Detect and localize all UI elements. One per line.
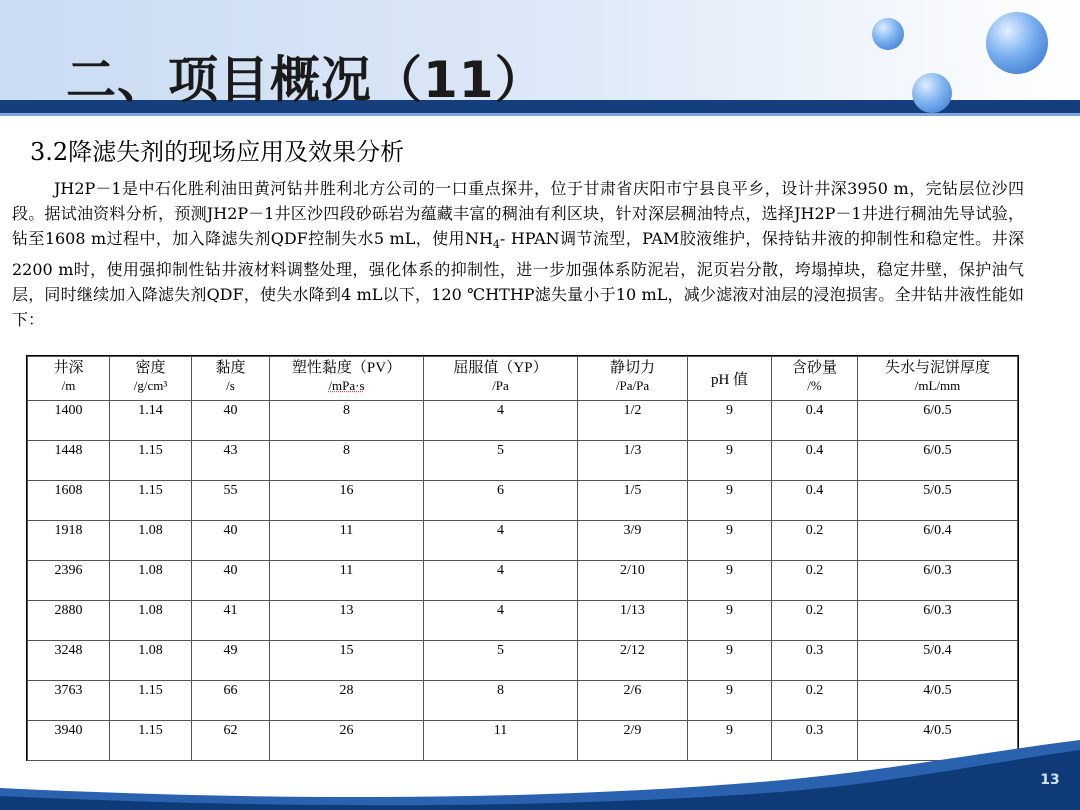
body-paragraph (12, 176, 1024, 332)
table-row (28, 521, 1018, 561)
table-row (28, 561, 1018, 601)
table-cell: 1.08 (110, 641, 192, 681)
table-cell: 2/6 (578, 681, 688, 721)
table-cell: 3/9 (578, 521, 688, 561)
table-row (28, 601, 1018, 641)
decorative-bubble-large (986, 12, 1048, 74)
table-cell: 1.08 (110, 521, 192, 561)
table-cell: 6 (424, 481, 578, 521)
table-row (28, 641, 1018, 681)
table-cell: 40 (192, 521, 270, 561)
table-row (28, 441, 1018, 481)
table-cell: 6/0.3 (858, 561, 1018, 601)
header-cell-gel-strength: 静切力 /Pa/Pa (578, 357, 688, 401)
table-row (28, 681, 1018, 721)
table-cell: 5 (424, 641, 578, 681)
table-cell: 0.3 (772, 641, 858, 681)
table-cell: 2/10 (578, 561, 688, 601)
data-table (27, 356, 1018, 761)
table-cell: 1.14 (110, 401, 192, 441)
table-cell: 1918 (28, 521, 110, 561)
table-cell: 4 (424, 561, 578, 601)
table-cell: 4/0.5 (858, 681, 1018, 721)
header-cell-viscosity: 黏度 /s (192, 357, 270, 401)
table-cell: 0.2 (772, 681, 858, 721)
paragraph-part-2: - HPAN调节流型，PAM胶液维护，保持钻井液的抑制性和稳定性。井深2200 m时，使用强抑制性钻井液材料调整处理，强化体系的抑制性，进一步加强体系防泥岩，泥页岩分散，垮塌掉块，稳定井壁，保护油气层，同时继续加入降滤失剂QDF，使失水降到4 mL以下，120 ℃HTHP滤失量小于10 mL，减少滤液对油层的浸泡损害。全井钻井液性能如下： (12, 229, 1024, 330)
table-cell: 4 (424, 401, 578, 441)
table-cell: 55 (192, 481, 270, 521)
table-cell: 6/0.5 (858, 441, 1018, 481)
table-cell: 40 (192, 561, 270, 601)
table-cell: 5/0.4 (858, 641, 1018, 681)
table-cell: 3940 (28, 721, 110, 761)
table-cell: 9 (688, 521, 772, 561)
table-cell: 1448 (28, 441, 110, 481)
table-cell: 9 (688, 401, 772, 441)
table-cell: 3763 (28, 681, 110, 721)
header-cell-fluid-loss: 失水与泥饼厚度 /mL/mm (858, 357, 1018, 401)
table-cell: 4/0.5 (858, 721, 1018, 761)
table-cell: 9 (688, 441, 772, 481)
table-cell: 40 (192, 401, 270, 441)
table-cell: 9 (688, 681, 772, 721)
table-cell: 1608 (28, 481, 110, 521)
page-title: 二、项目概况（11） (66, 51, 546, 109)
table-cell: 4 (424, 521, 578, 561)
table-cell: 9 (688, 481, 772, 521)
table-cell: 0.4 (772, 441, 858, 481)
header-cell-plastic-viscosity: 塑性黏度（PV） /mPa·s (270, 357, 424, 401)
table-cell: 9 (688, 601, 772, 641)
table-cell: 8 (270, 441, 424, 481)
paragraph-part-1: JH2P－1是中石化胜利油田黄河钻井胜利北方公司的一口重点探井，位于甘肃省庆阳市宁县良平乡，设计井深3950 m，完钻层位沙四段。据试油资料分析，预测JH2P－1井区沙四段砂砾岩为蕴藏丰富的稠油有利区块，针对深层稠油特点，选择JH2P－1井进行稠油先导试验，钻至1608 m过程中，加入降滤失剂QDF控制失水5 mL，使用NH (12, 179, 1024, 248)
table-cell: 1.15 (110, 681, 192, 721)
table-cell: 1.08 (110, 561, 192, 601)
table-cell: 1400 (28, 401, 110, 441)
table-cell: 2880 (28, 601, 110, 641)
header-cell-density: 密度 /g/cm³ (110, 357, 192, 401)
table-cell: 11 (270, 561, 424, 601)
table-cell: 6/0.3 (858, 601, 1018, 641)
drilling-fluid-table (26, 355, 1019, 761)
table-cell: 9 (688, 721, 772, 761)
table-cell: 5/0.5 (858, 481, 1018, 521)
table-cell: 0.2 (772, 561, 858, 601)
header-cell-ph: pH 值 (688, 357, 772, 401)
table-cell: 11 (270, 521, 424, 561)
header-cell-yield-point: 屈服值（YP） /Pa (424, 357, 578, 401)
table-cell: 66 (192, 681, 270, 721)
section-title: 3.2降滤失剂的现场应用及效果分析 (30, 138, 405, 166)
table-row (28, 401, 1018, 441)
table-cell: 0.4 (772, 401, 858, 441)
table-cell: 2/9 (578, 721, 688, 761)
table-cell: 13 (270, 601, 424, 641)
table-cell: 0.4 (772, 481, 858, 521)
table-cell: 1.15 (110, 441, 192, 481)
table-cell: 5 (424, 441, 578, 481)
header-cell-depth: 井深 /m (28, 357, 110, 401)
table-cell: 1.15 (110, 481, 192, 521)
table-cell: 28 (270, 681, 424, 721)
table-cell: 16 (270, 481, 424, 521)
table-cell: 41 (192, 601, 270, 641)
table-cell: 9 (688, 641, 772, 681)
table-cell: 1/3 (578, 441, 688, 481)
table-cell: 26 (270, 721, 424, 761)
table-cell: 6/0.4 (858, 521, 1018, 561)
table-cell: 0.3 (772, 721, 858, 761)
decorative-bubble-small (872, 18, 904, 50)
table-cell: 9 (688, 561, 772, 601)
table-cell: 0.2 (772, 521, 858, 561)
table-cell: 62 (192, 721, 270, 761)
table-cell: 1/2 (578, 401, 688, 441)
header-divider-accent (0, 113, 1080, 116)
table-cell: 8 (270, 401, 424, 441)
table-cell: 43 (192, 441, 270, 481)
table-header-row (28, 357, 1018, 401)
footer-wave (0, 740, 1080, 810)
table-cell: 49 (192, 641, 270, 681)
page-number: 13 (1040, 772, 1060, 788)
table-row (28, 481, 1018, 521)
table-cell: 6/0.5 (858, 401, 1018, 441)
table-cell: 8 (424, 681, 578, 721)
paragraph-subscript: 4 (492, 238, 500, 252)
table-cell: 2396 (28, 561, 110, 601)
decorative-bubble-medium (912, 73, 952, 113)
table-cell: 1.08 (110, 601, 192, 641)
table-cell: 3248 (28, 641, 110, 681)
table-cell: 0.2 (772, 601, 858, 641)
table-cell: 1.15 (110, 721, 192, 761)
table-cell: 1/5 (578, 481, 688, 521)
header-cell-sand-content: 含砂量 /% (772, 357, 858, 401)
table-cell: 15 (270, 641, 424, 681)
table-cell: 1/13 (578, 601, 688, 641)
table-cell: 4 (424, 601, 578, 641)
table-cell: 11 (424, 721, 578, 761)
table-cell: 2/12 (578, 641, 688, 681)
